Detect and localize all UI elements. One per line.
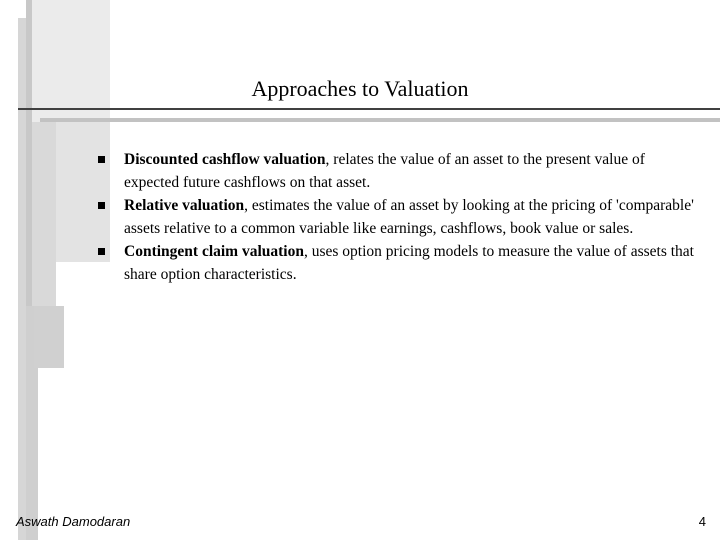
footer-author: Aswath Damodaran [16,514,131,529]
bullet-text: , relates the value of an asset to the present value of expected future cashflows on that asset. [124,151,645,191]
bullet-item [96,194,696,240]
bullet-text: , uses option pricing models to measure the value of assets that share option characteristics. [124,243,694,283]
decorative-bar [18,18,26,540]
bullet-text: , estimates the value of an asset by looking at the pricing of 'comparable' assets relative to a common variable like earnings, cashflows, book value or sales. [124,197,694,237]
square-bullet-icon [98,202,105,209]
bullet-item [96,240,696,286]
bullet-term: Discounted cashflow valuation [124,151,326,168]
decorative-bar [32,122,56,306]
square-bullet-icon [98,156,105,163]
bullet-list [96,148,696,286]
bullet-item [96,148,696,194]
page-number: 4 [698,514,706,529]
bullet-term: Relative valuation [124,197,245,214]
title-divider-shadow [40,118,720,122]
title-divider [18,108,720,110]
square-bullet-icon [98,248,105,255]
slide-title: Approaches to Valuation [251,76,469,101]
bullet-term: Contingent claim valuation [124,243,304,260]
decorative-bar [34,306,64,368]
